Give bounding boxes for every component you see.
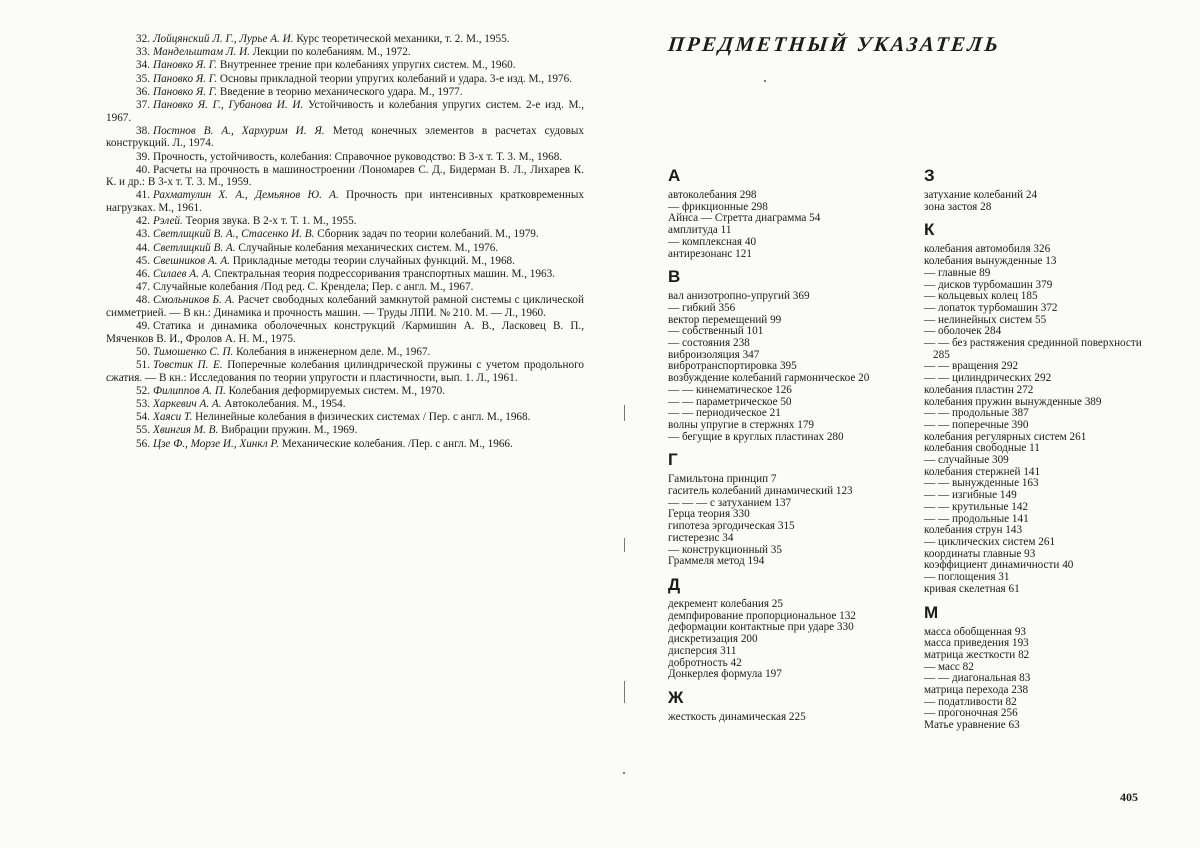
index-entry: вал анизотропно-упругий 369 [668,290,810,303]
index-entry: демпфирование пропорциональное 132 [668,609,856,622]
reference-authors: Товстик П. Е. [152,359,223,372]
scan-mark [764,80,766,82]
reference-text: Прикладные методы теории случайных функций. М., 1968. [232,254,515,267]
index-letter-heading: А [668,166,681,185]
index-section [668,575,890,681]
reference-number: 36. [136,85,150,98]
index-section [668,688,890,724]
scan-mark [624,405,625,421]
index-entry: вектор перемещений 99 [668,313,782,326]
reference-text: Введение в теорию механического удара. М., 1977. [219,85,463,98]
index-letter-heading: Г [668,450,678,470]
index-entry: — масс 82 [924,660,974,673]
index-entry: — — — с затуханием 137 [668,496,792,509]
reference-text: Метод конечных элементов в расчетах судовых конструкций. Л., 1974. [106,124,584,150]
index-entry: — состояния 238 [668,337,750,350]
index-section [924,166,1150,213]
index-entry: — — диагональная 83 [924,672,1031,685]
reference-number: 39. [136,150,150,163]
reference-item [106,99,584,124]
reference-number: 46. [136,268,150,280]
index-column-right [924,166,1150,739]
index-entry: колебания автомобиля 326 [924,243,1051,256]
reference-number: 35. [136,72,150,85]
reference-text: Спектральная теория подрессоривания транспортных машин. М., 1963. [214,268,555,280]
index-entry: — случайные 309 [924,454,1009,467]
index-entry: — — изгибные 149 [924,489,1017,502]
reference-text: Колебания в инженерном деле. М., 1967. [236,345,431,358]
index-entry: виброизоляция 347 [668,348,760,361]
index-entry: — фрикционные 298 [668,200,768,213]
index-entry: — кольцевых колец 185 [924,290,1038,303]
reference-authors: Смольников Б. А. [152,294,235,307]
index-entry: масса приведения 193 [924,637,1029,650]
index-section [668,267,890,443]
reference-item [106,359,584,384]
index-entry: — гибкий 356 [668,301,736,314]
index-entry: — циклических систем 261 [924,535,1056,548]
reference-item [106,33,584,46]
index-entry: масса обобщенная 93 [924,625,1027,638]
reference-number: 43. [136,228,150,241]
reference-number: 47. [136,281,150,294]
reference-item [106,164,584,189]
reference-text: Прочность, устойчивость, колебания: Справочное руководство: В 3-х т. Т. 3. М., 1968. [152,150,563,163]
reference-text: Курс теоретической механики, т. 2. М., 1955. [296,33,510,45]
index-entry: затухание колебаний 24 [924,189,1038,201]
index-entry: дискретизация 200 [668,633,758,646]
index-title: ПРЕДМЕТНЫЙ УКАЗАТЕЛЬ [666,32,1002,56]
index-entry: — — вращения 292 [924,360,1019,373]
reference-text: Теория звука. В 2-х т. Т. 1. М., 1955. [185,215,357,228]
reference-text: Сборник задач по теории колебаний. М., 1979. [317,228,539,241]
index-entry: гаситель колебаний динамический 123 [668,485,853,498]
reference-authors: Пановко Я. Г., Губанова И. И. [152,98,304,111]
reference-authors: Филиппов А. П. [152,384,226,397]
reference-number: 38. [136,124,150,137]
index-entry: — — поперечные 390 [924,418,1029,431]
reference-text: Вибрации пружин. М., 1969. [221,424,358,437]
index-entry: колебания пластин 272 [924,383,1034,396]
reference-text: Механические колебания. /Пер. с англ. М., 1966. [281,437,513,450]
index-entry: возбуждение колебаний гармоническое 20 [668,372,870,385]
reference-text: Устойчивость и колебания упругих систем. 2-е изд. М., 1967. [106,98,584,124]
reference-number: 53. [136,398,150,411]
reference-number: 41. [136,189,150,202]
reference-authors: Пановко Я. Г. [152,72,218,85]
reference-authors: Силаев А. А. [152,268,212,280]
index-letter-heading: К [924,220,935,240]
index-section [924,220,1150,595]
reference-item [106,215,584,228]
reference-authors: Рахматулин Х. А., Демьянов Ю. А. [152,189,339,202]
reference-authors: Цзе Ф., Морзе И., Хинкл Р. [152,437,279,450]
reference-authors: Светлицкий В. А. [152,241,236,254]
reference-text: Статика и динамика оболочечных конструкций /Кармишин А. В., Ласковец В. П., Мяченков В. И., Фролов А. Н. М., 1975. [106,320,584,345]
index-entry: — главные 89 [924,266,991,279]
reference-number: 54. [136,411,150,424]
reference-item [106,46,584,59]
reference-item [106,268,584,281]
index-entry: — лопаток турбомашин 372 [924,301,1058,314]
index-entry: — бегущие в круглых пластинах 280 [668,430,844,443]
index-entry: — конструкционный 35 [668,543,782,556]
reference-text: Поперечные колебания цилиндрической пружины с учетом продольного сжатия. — В кн.: Исследования по теории упругости и пластичности, вып. 1. Л., 1961. [106,359,585,384]
index-entry: — — без растяжения срединной поверхности 285 [924,337,1142,361]
index-entry: — поглощения 31 [924,571,1010,584]
reference-item [106,281,584,294]
reference-item [106,242,584,255]
reference-item [106,398,584,411]
index-entry: кривая скелетная 61 [924,582,1020,595]
index-entry: вибротранспортировка 395 [668,360,797,373]
page-number: 405 [1120,790,1138,804]
reference-item [106,411,584,424]
index-entry: деформации контактные при ударе 330 [668,621,854,634]
index-entry: автоколебания 298 [668,189,757,201]
index-entry: — — продольные 387 [924,407,1029,420]
index-entry: дисперсия 311 [668,644,737,657]
index-entry: антирезонанс 121 [668,247,752,260]
index-entry: — дисков турбомашин 379 [924,278,1053,291]
index-entry: — — продольные 141 [924,512,1029,525]
reference-authors: Хвингия М. В. [152,424,219,437]
index-section [668,450,890,568]
index-letter-heading: Д [668,574,681,594]
scan-mark [623,772,625,774]
index-entry: — — вынужденные 163 [924,477,1039,490]
index-entry: коэффициент динамичности 40 [924,559,1074,572]
reference-text: Нелинейные колебания в физических системах / Пер. с англ. М., 1968. [195,411,531,424]
reference-item [106,385,584,398]
index-letter-heading: Ж [668,687,684,707]
reference-number: 45. [136,254,150,267]
index-entry: гистерезис 34 [668,531,734,544]
reference-item [106,320,584,345]
reference-number: 37. [136,98,150,111]
index-entry: декремент колебания 25 [668,597,783,610]
index-entry: — комплексная 40 [668,235,757,248]
index-entry: — прогоночная 256 [924,707,1018,720]
reference-authors: Пановко Я. Г. [152,59,218,72]
reference-item [106,73,584,86]
reference-number: 42. [136,215,150,228]
index-entry: — — параметрическое 50 [668,395,792,408]
reference-text: Внутреннее трение при колебаниях упругих систем. М., 1960. [219,59,516,72]
reference-number: 34. [136,59,150,72]
scan-mark [624,681,625,703]
index-entry: — оболочек 284 [924,325,1002,338]
reference-text: Случайные колебания /Под ред. С. Крендела; Пер. с англ. М., 1967. [152,281,474,294]
index-entry: Герца теория 330 [668,508,750,521]
reference-text: Автоколебания. М., 1954. [224,398,346,411]
index-entry: Граммеля метод 194 [668,555,765,568]
reference-text: Прочность при интенсивных кратковременных нагрузках. М., 1961. [106,189,584,215]
reference-number: 50. [136,345,150,358]
index-entry: добротность 42 [668,656,742,669]
index-entry: — податливости 82 [924,695,1017,708]
index-entry: амплитуда 11 [668,224,732,237]
index-entry: — — кинематическое 126 [668,383,792,396]
reference-item [106,86,584,99]
reference-authors: Лойцянский Л. Г., Лурье А. И. [152,33,294,45]
reference-number: 32. [136,33,150,45]
reference-authors: Харкевич А. А. [152,398,222,411]
index-letter-heading: М [924,602,939,622]
reference-number: 55. [136,424,150,437]
index-entry: Айнса — Стретта диаграмма 54 [668,212,821,225]
index-entry: — собственный 101 [668,325,764,338]
reference-number: 40. [136,163,150,176]
scan-mark [624,538,625,552]
index-entry: координаты главные 93 [924,547,1036,560]
reference-number: 33. [136,46,150,59]
index-entry: колебания вынужденные 13 [924,255,1057,268]
index-column-left [668,166,890,731]
index-entry: Донкерлея формула 197 [668,668,782,681]
index-entry: жесткость динамическая 225 [668,710,806,723]
index-entry: — нелинейных систем 55 [924,313,1047,326]
index-letter-heading: З [924,166,935,185]
index-letter-heading: В [668,267,681,287]
index-entry: колебания пружин вынужденные 389 [924,395,1102,408]
index-entry: матрица жесткости 82 [924,648,1030,661]
bibliography-list [106,33,584,451]
index-entry: Гамильтона принцип 7 [668,473,777,486]
index-entry: колебания струн 143 [924,524,1023,537]
reference-item [106,228,584,241]
reference-number: 44. [136,241,150,254]
reference-authors: Свешников А. А. [152,254,230,267]
reference-item [106,125,584,150]
index-entry: — — периодическое 21 [668,407,781,420]
reference-item [106,438,584,451]
reference-text: Колебания деформируемых систем. М., 1970. [228,384,445,397]
reference-authors: Хаяси Т. [152,411,193,424]
reference-item [106,189,584,214]
index-section [924,603,1150,732]
index-entry: колебания регулярных систем 261 [924,430,1087,443]
index-section [668,166,890,260]
reference-item [106,255,584,268]
index-entry: — — крутильные 142 [924,500,1029,513]
reference-authors: Тимошенко С. П. [152,345,234,358]
reference-item [106,346,584,359]
reference-text: Случайные колебания механических систем. М., 1976. [238,241,499,254]
index-entry: матрица перехода 238 [924,684,1029,697]
reference-text: Лекции по колебаниям. М., 1972. [252,46,411,59]
index-entry: Матье уравнение 63 [924,719,1020,732]
reference-item [106,294,584,319]
reference-text: Основы прикладной теории упругих колебаний и удара. 3-е изд. М., 1976. [219,72,572,85]
reference-text: Расчеты на прочность в машиностроении /Пономарев С. Д., Бидерман В. Л., Лихарев К. К. и др.: В 3-х т. Т. 3. М., 1959. [106,163,584,189]
reference-number: 51. [136,359,150,372]
reference-authors: Светлицкий В. А., Стасенко И. В. [152,228,315,241]
reference-item [106,59,584,72]
reference-authors: Мандельштам Л. И. [152,46,250,59]
index-entry: зона застоя 28 [924,200,992,213]
index-entry: колебания свободные 11 [924,442,1040,455]
reference-authors: Постнов В. А., Хархурим И. Я. [152,124,325,137]
reference-number: 56. [136,437,150,450]
reference-number: 49. [136,320,150,333]
index-entry: — — цилиндрических 292 [924,372,1052,385]
index-entry: волны упругие в стержнях 179 [668,418,815,431]
reference-authors: Пановко Я. Г. [152,85,218,98]
reference-text: Расчет свободных колебаний замкнутой рамной системы с циклической симметрией. — В кн.: Динамика и прочность машин. — Труды ЛПИ. № 210. М. — Л., 1960. [106,294,584,319]
reference-number: 52. [136,384,150,397]
index-entry: гипотеза эргодическая 315 [668,520,795,533]
reference-number: 48. [136,294,150,307]
index-entry: колебания стержней 141 [924,465,1041,478]
reference-authors: Рэлей. [152,215,183,228]
reference-item [106,151,584,164]
reference-item [106,424,584,437]
